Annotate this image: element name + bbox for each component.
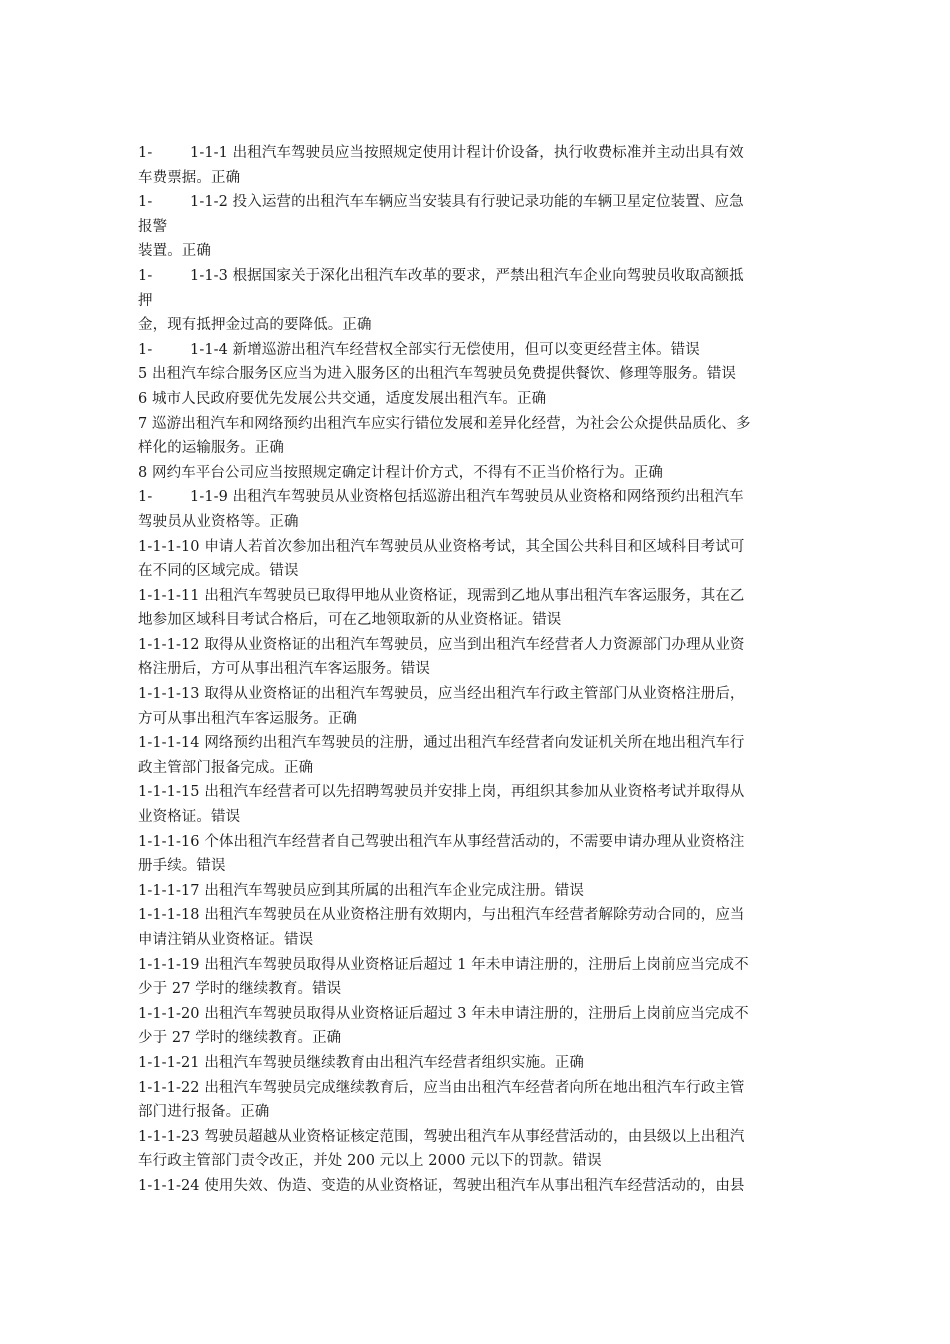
text-line: 押 xyxy=(138,292,153,309)
text-line: 部门进行报备。正确 xyxy=(138,1104,270,1121)
text-line: 1-1-1-22 出租汽车驾驶员完成继续教育后，应当由出租汽车经营者向所在地出租汽车行政主管 xyxy=(138,1079,745,1096)
text-line: 1-1-1-21 出租汽车驾驶员继续教育由出租汽车经营者组织实施。正确 xyxy=(138,1054,584,1071)
text-line: 6 城市人民政府要优先发展公共交通，适度发展出租汽车。正确 xyxy=(138,390,547,407)
text-line: 1-1-1-17 出租汽车驾驶员应到其所属的出租汽车企业完成注册。错误 xyxy=(138,882,584,899)
text-line: 1-1-1-20 出租汽车驾驶员取得从业资格证后超过 3 年未申请注册的，注册后上岗前应当完成不 xyxy=(138,1005,749,1022)
text-line: 1-1-1-24 使用失效、伪造、变造的从业资格证，驾驶出租汽车从事出租汽车经营活动的，由县 xyxy=(138,1177,745,1194)
text-line: 1-1-1-18 出租汽车驾驶员在从业资格注册有效期内，与出租汽车经营者解除劳动合同的，应当 xyxy=(138,907,745,924)
text-line: 1- 1-1-2 投入运营的出租汽车车辆应当安装具有行驶记录功能的车辆卫星定位装置、应急 xyxy=(138,194,744,211)
text-line: 1- 1-1-4 新增巡游出租汽车经营权全部实行无偿使用，但可以变更经营主体。错误 xyxy=(138,341,700,358)
text-line: 1-1-1-19 出租汽车驾驶员取得从业资格证后超过 1 年未申请注册的，注册后上岗前应当完成不 xyxy=(138,956,749,973)
text-line: 1- 1-1-1 出租汽车驾驶员应当按照规定使用计程计价设备，执行收费标准并主动出具有效 xyxy=(138,145,744,161)
text-line: 1- 1-1-3 根据国家关于深化出租汽车改革的要求，严禁出租汽车企业向驾驶员收取高额抵 xyxy=(138,267,744,284)
text-line: 1-1-1-10 申请人若首次参加出租汽车驾驶员从业资格考试，其全国公共科目和区域科目考试可 xyxy=(138,538,745,555)
text-line: 1-1-1-12 取得从业资格证的出租汽车驾驶员，应当到出租汽车经营者人力资源部门办理从业资 xyxy=(138,636,745,653)
text-line: 1-1-1-11 出租汽车驾驶员已取得甲地从业资格证，现需到乙地从事出租汽车客运服务，其在乙 xyxy=(138,587,745,604)
text-line: 样化的运输服务。正确 xyxy=(138,440,284,457)
text-line: 8 网约车平台公司应当按照规定确定计程计价方式，不得有不正当价格行为。正确 xyxy=(138,464,664,481)
text-line: 车行政主管部门责令改正，并处 200 元以上 2000 元以下的罚款。错误 xyxy=(138,1153,602,1170)
text-line: 5 出租汽车综合服务区应当为进入服务区的出租汽车驾驶员免费提供餐饮、修理等服务。错误 xyxy=(138,366,737,383)
text-line: 格注册后，方可从事出租汽车客运服务。错误 xyxy=(138,661,430,678)
text-line: 1-1-1-14 网络预约出租汽车驾驶员的注册，通过出租汽车经营者向发证机关所在地出租汽车行 xyxy=(138,735,745,752)
text-line: 报警 xyxy=(138,218,168,235)
text-line: 业资格证。错误 xyxy=(138,809,241,826)
text-line: 1-1-1-13 取得从业资格证的出租汽车驾驶员，应当经出租汽车行政主管部门从业资格注册后， xyxy=(138,686,745,703)
text-line: 在不同的区域完成。错误 xyxy=(138,563,299,580)
text-line: 7 巡游出租汽车和网络预约出租汽车应实行错位发展和差异化经营，为社会公众提供品质化、多 xyxy=(138,415,751,432)
text-line: 地参加区域科目考试合格后，可在乙地领取新的从业资格证。错误 xyxy=(138,612,562,629)
text-line: 申请注销从业资格证。错误 xyxy=(138,932,314,948)
text-line: 册手续。错误 xyxy=(138,858,226,875)
text-line: 方可从事出租汽车客运服务。正确 xyxy=(138,710,357,727)
text-line: 装置。正确 xyxy=(138,243,211,260)
text-line: 金，现有抵押金过高的要降低。正确 xyxy=(138,317,372,334)
document-body xyxy=(138,141,810,1199)
text-line: 少于 27 学时的继续教育。正确 xyxy=(138,1030,342,1047)
text-line: 1-1-1-15 出租汽车经营者可以先招聘驾驶员并安排上岗，再组织其参加从业资格考试并取得从 xyxy=(138,784,745,801)
text-line: 1-1-1-23 驾驶员超越从业资格证核定范围，驾驶出租汽车从事经营活动的，由县级以上出租汽 xyxy=(138,1128,745,1145)
text-line: 车费票据。正确 xyxy=(138,169,241,186)
text-line: 驾驶员从业资格等。正确 xyxy=(138,513,299,530)
text-line: 1- 1-1-9 出租汽车驾驶员从业资格包括巡游出租汽车驾驶员从业资格和网络预约出租汽车 xyxy=(138,489,744,506)
text-line: 政主管部门报备完成。正确 xyxy=(138,759,314,776)
text-line: 1-1-1-16 个体出租汽车经营者自己驾驶出租汽车从事经营活动的，不需要申请办理从业资格注 xyxy=(138,833,745,850)
text-line: 少于 27 学时的继续教育。错误 xyxy=(138,981,342,998)
